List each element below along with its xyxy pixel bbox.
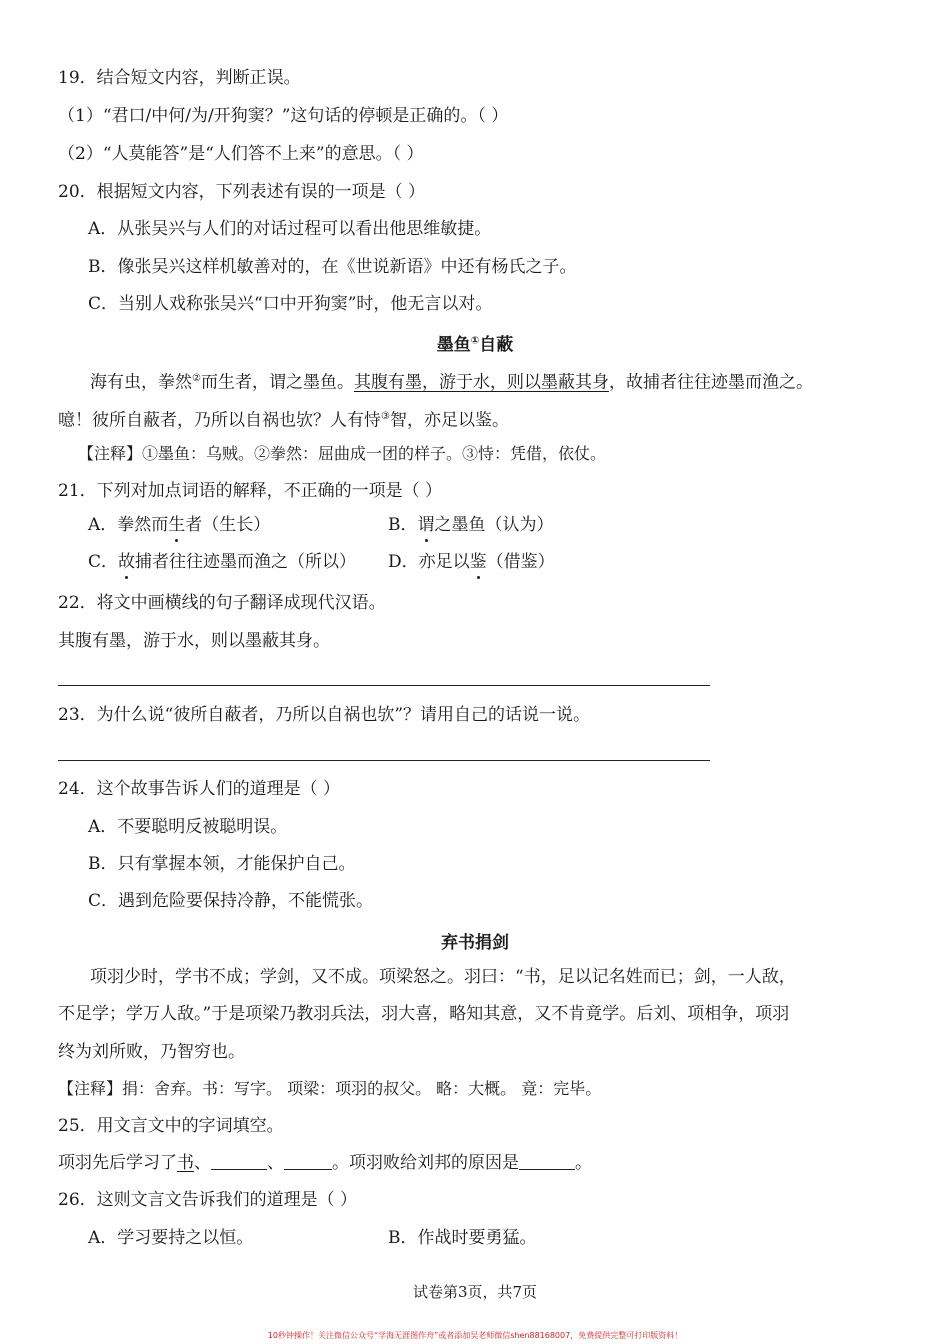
passage1-line2: 噫！彼所自蔽者，乃所以自祸也欤？人有恃③智，亦足以鉴。 xyxy=(58,410,509,431)
q21-stem: 21．下列对加点词语的解释，不正确的一项是（ ） xyxy=(58,481,443,501)
promo-banner: 10秒钟操作！关注微信公众号“学海无涯图作舟”或者添加吴老师微信shen88168007，免费提供完整可打印版资料！ xyxy=(267,1331,683,1340)
dotted-char: 生 xyxy=(168,515,186,535)
q19-stem: 19．结合短文内容，判断正误。 xyxy=(58,68,301,88)
q22-stem: 22．将文中画横线的句子翻译成现代汉语。 xyxy=(58,593,386,613)
dotted-char: 故 xyxy=(118,552,136,572)
q25-fill: 项羽先后学习了书、 、 。项羽败给刘邦的原因是 。 xyxy=(58,1153,592,1173)
q20-option-a: A．从张吴兴与人们的对话过程可以看出他思维敏捷。 xyxy=(88,219,492,239)
answer-line[interactable] xyxy=(58,685,710,686)
q21-option-d: D．亦足以鉴（借鉴） xyxy=(388,552,555,572)
dotted-char: 鉴 xyxy=(469,552,487,572)
dotted-char: 谓 xyxy=(417,515,435,535)
underlined-sentence: 其腹有墨，游于水，则以墨蔽其身 xyxy=(353,372,609,393)
q26-option-b: B．作战时要勇猛。 xyxy=(388,1228,537,1248)
passage1-note: 【注释】①墨鱼：乌贼。②拳然：屈曲成一团的样子。③恃：凭借，依仗。 xyxy=(78,444,607,463)
q26-stem: 26．这则文言文告诉我们的道理是（ ） xyxy=(58,1190,358,1210)
q20-option-c: C．当别人戏称张吴兴“口中开狗窦”时，他无言以对。 xyxy=(88,294,493,314)
q25-stem: 25．用文言文中的字词填空。 xyxy=(58,1116,284,1136)
q20-option-b: B．像张吴兴这样机敏善对的，在《世说新语》中还有杨氏之子。 xyxy=(88,257,577,277)
q23-stem: 23．为什么说“彼所自蔽者，乃所以自祸也欤”？请用自己的话说一说。 xyxy=(58,705,591,725)
passage2-note: 【注释】捐：舍弃。书：写字。 项梁：项羽的叔父。 略：大概。 竟：完毕。 xyxy=(58,1079,602,1098)
passage2-line3: 终为刘所败，乃智穷也。 xyxy=(58,1042,245,1062)
q24-option-b: B．只有掌握本领，才能保护自己。 xyxy=(88,854,356,874)
blank-field[interactable] xyxy=(284,1153,332,1170)
q22-sentence: 其腹有墨，游于水，则以墨蔽其身。 xyxy=(58,631,330,651)
answer-line[interactable] xyxy=(58,760,710,761)
passage2-title: 弃书捐剑 xyxy=(441,933,509,953)
blank-field[interactable] xyxy=(211,1153,267,1170)
q24-option-a: A．不要聪明反被聪明误。 xyxy=(88,817,288,837)
q19-sub2: （2）“人莫能答”是“人们答不上来”的意思。（ ） xyxy=(58,144,424,164)
q21-option-a: A．拳然而生者（生长） xyxy=(88,515,271,535)
q26-option-a: A．学习要持之以恒。 xyxy=(88,1228,254,1248)
q19-sub1: （1）“君口/中何/为/开狗窦？”这句话的停顿是正确的。（ ） xyxy=(58,106,509,126)
q21-option-c: C．故捕者往往迹墨而渔之（所以） xyxy=(88,552,357,572)
q24-stem: 24．这个故事告诉人们的道理是（ ） xyxy=(58,779,341,799)
q21-option-b: B．谓之墨鱼（认为） xyxy=(388,515,554,535)
q20-stem: 20．根据短文内容，下列表述有误的一项是（ ） xyxy=(58,182,426,202)
passage2-line1: 项羽少时，学书不成；学剑，又不成。项梁怒之。羽曰：“书，足以记名姓而已；剑，一人敌， xyxy=(90,967,796,987)
blank-field[interactable] xyxy=(519,1153,575,1170)
passage1-line1: 海有虫，拳然②而生者，谓之墨鱼。其腹有墨，游于水，则以墨蔽其身，故捕者往往迹墨而渔之。 xyxy=(90,372,813,393)
passage1-title: 墨鱼①自蔽 xyxy=(436,335,514,355)
page-footer: 试卷第3页，共7页 xyxy=(412,1283,538,1301)
passage2-line2: 不足学；学万人敌。”于是项梁乃教羽兵法，羽大喜，略知其意，又不肯竟学。后刘、项相争，项羽 xyxy=(58,1004,790,1024)
q24-option-c: C．遇到危险要保持冷静，不能慌张。 xyxy=(88,891,374,911)
